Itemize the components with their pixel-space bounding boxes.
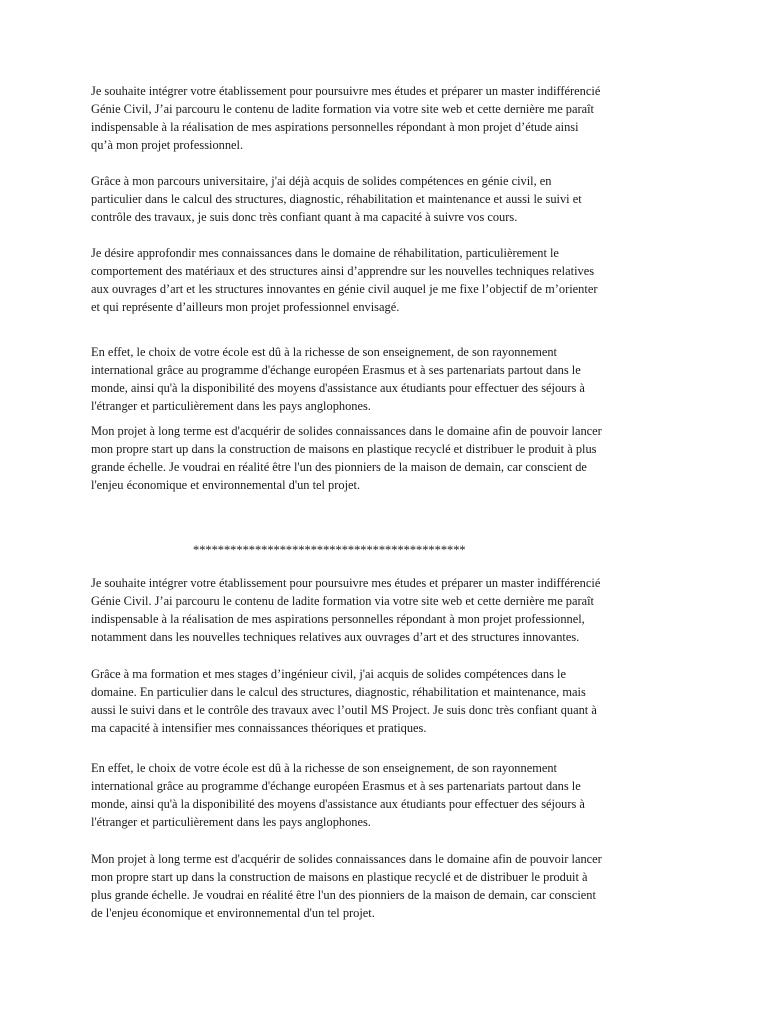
text-line: l'enjeu économique et environnemental d'un tel projet. [91, 478, 361, 492]
paragraph-v1-choix-ecole [91, 343, 691, 415]
asterisk-separator: ******************************************** [193, 543, 466, 557]
text-line: international grâce au programme d'échange européen Erasmus et à ses partenariats partout dans le [91, 779, 581, 793]
text-line: et qui représente d’ailleurs mon projet professionnel envisagé. [91, 300, 400, 314]
text-line: monde, ainsi qu'à la disponibilité des moyens d'assistance aux étudiants pour effectuer des séjours à [91, 797, 585, 811]
text-line: En effet, le choix de votre école est dû à la richesse de son enseignement, de son rayonnement [91, 761, 557, 775]
text-line: aux ouvrages d’art et les structures innovantes en génie civil auquel je me fixe l’objectif de m’orienter [91, 282, 598, 296]
paragraph-v1-approfondir [91, 244, 691, 316]
paragraph-v2-intro [91, 574, 691, 646]
text-line: indispensable à la réalisation de mes aspirations personnelles répondant à mon projet d’étude ainsi [91, 120, 579, 134]
paragraph-v2-formation [91, 665, 691, 737]
text-line: particulier dans le calcul des structures, diagnostic, réhabilitation et maintenance et aussi le suivi et [91, 192, 582, 206]
text-line: Mon projet à long terme est d'acquérir de solides connaissances dans le domaine afin de pouvoir lancer [91, 852, 602, 866]
text-line: international grâce au programme d'échange européen Erasmus et à ses partenariats partout dans le [91, 363, 581, 377]
text-line: comportement des matériaux et des structures ainsi d’apprendre sur les nouvelles techniques relatives [91, 264, 595, 278]
text-line: l'étranger et particulièrement dans les pays anglophones. [91, 399, 371, 413]
text-line: Grâce à ma formation et mes stages d’ingénieur civil, j'ai acquis de solides compétences dans le [91, 667, 566, 681]
text-line: Je souhaite intégrer votre établissement pour poursuivre mes études et préparer un master indifférencié [91, 84, 601, 98]
text-line: l'étranger et particulièrement dans les pays anglophones. [91, 815, 371, 829]
text-line: Je souhaite intégrer votre établissement pour poursuivre mes études et préparer un master indifférencié [91, 576, 601, 590]
paragraph-v1-parcours [91, 172, 691, 226]
text-line: aussi le suivi dans et le contrôle des travaux avec l’outil MS Project. Je suis donc très confiant quant à [91, 703, 597, 717]
paragraph-v2-projet [91, 850, 691, 922]
text-line: de l'enjeu économique et environnemental d'un tel projet. [91, 906, 375, 920]
text-line: contrôle des travaux, je suis donc très confiant quant à ma capacité à suivre vos cours. [91, 210, 518, 224]
text-line: qu’à mon projet professionnel. [91, 138, 244, 152]
text-line: domaine. En particulier dans le calcul des structures, diagnostic, réhabilitation et maintenance, mais [91, 685, 586, 699]
text-line: Génie Civil. J’ai parcouru le contenu de ladite formation via votre site web et cette dernière me paraît [91, 594, 594, 608]
text-line: Grâce à mon parcours universitaire, j'ai déjà acquis de solides compétences en génie civil, en [91, 174, 552, 188]
paragraph-v2-choix-ecole [91, 759, 691, 831]
text-line: mon propre start up dans la construction de maisons en plastique recyclé et distribuer le produit à plus [91, 442, 597, 456]
text-line: plus grande échelle. Je voudrai en réalité être l'un des pionniers de la maison de demain, car conscient [91, 888, 596, 902]
paragraph-v1-intro [91, 82, 691, 154]
text-line: Mon projet à long terme est d'acquérir de solides connaissances dans le domaine afin de pouvoir lancer [91, 424, 602, 438]
text-line: Génie Civil, J’ai parcouru le contenu de ladite formation via votre site web et cette dernière me paraît [91, 102, 594, 116]
text-line: mon propre start up dans la construction de maisons en plastique recyclé et de distribuer le produit à [91, 870, 588, 884]
text-line: En effet, le choix de votre école est dû à la richesse de son enseignement, de son rayonnement [91, 345, 557, 359]
text-line: indispensable à la réalisation de mes aspirations personnelles répondant à mon projet professionnel, [91, 612, 585, 626]
paragraph-v1-projet [91, 422, 691, 494]
text-line: Je désire approfondir mes connaissances dans le domaine de réhabilitation, particulièrement le [91, 246, 559, 260]
text-line: monde, ainsi qu'à la disponibilité des moyens d'assistance aux étudiants pour effectuer des séjours à [91, 381, 585, 395]
text-line: grande échelle. Je voudrai en réalité être l'un des pionniers de la maison de demain, car conscient de [91, 460, 587, 474]
text-line: notamment dans les nouvelles techniques relatives aux ouvrages d’art et des structures innovantes. [91, 630, 580, 644]
text-line: ma capacité à intensifier mes connaissances théoriques et pratiques. [91, 721, 427, 735]
